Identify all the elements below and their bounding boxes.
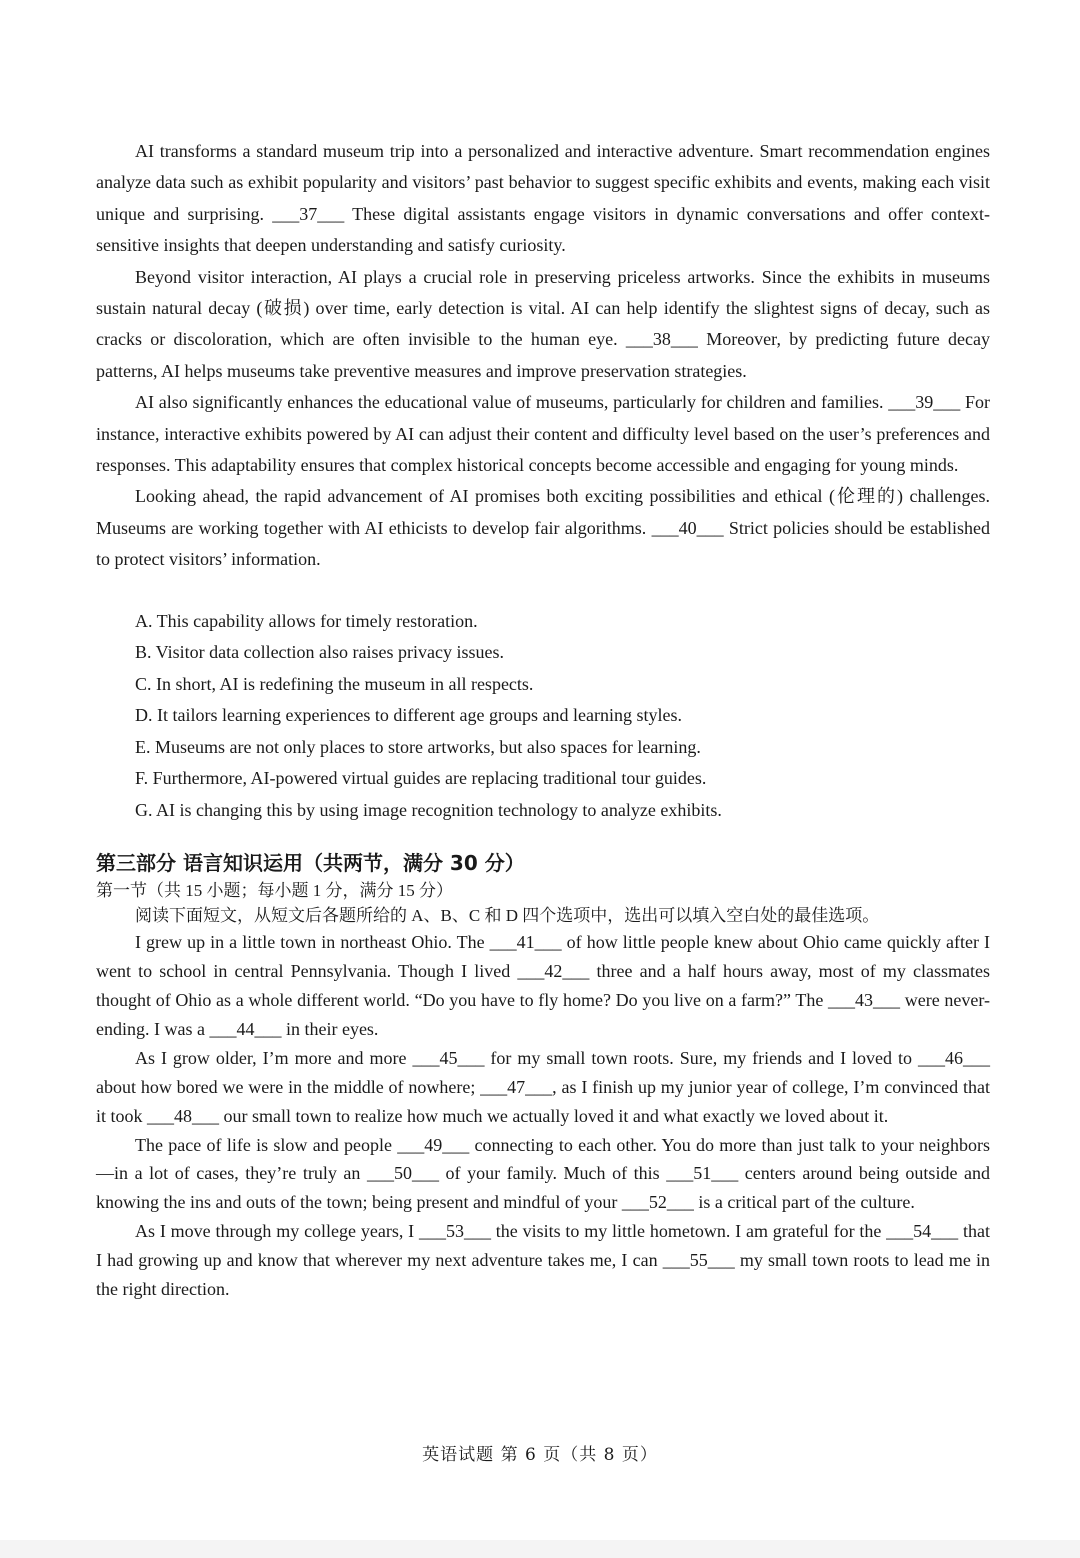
option-b: B. Visitor data collection also raises privacy issues. [135,642,505,663]
option-e: E. Museums are not only places to store artworks, but also spaces for learning. [135,736,701,757]
option-c: C. In short, AI is redefining the museum in all respects. [135,673,534,694]
section-title: 第三部分 语言知识运用（共两节，满分 30 分） [96,851,525,876]
page-content [96,136,990,1304]
cloze-paragraph: The pace of life is slow and people ___49___ connecting to each other. You do more than just talk to your neighbors—in a lot of cases, they’re truly an ___50___ of your family. Much of this ___51___ centers around being outside and knowing the ins and outs of the town; being present and mindful of your ___52___ is a critical part of the culture. [96,1134,990,1213]
cloze-paragraph: I grew up in a little town in northeast Ohio. The ___41___ of how little people knew about Ohio came quickly after I went to school in central Pennsylvania. Though I lived ___42___ three and a half hours away, most of my classmates thought of Ohio as a whole different world. “Do you have to fly home? Do you live on a farm?” The ___43___ were never-ending. I was a ___44___ in their eyes. [96,932,990,1039]
passage-paragraph: AI transforms a standard museum trip into a personalized and interactive adventure. Smart recommendation engines analyze data such as exhibit popularity and visitors’ past behavior to suggest specific exhibits and events, making each visit unique and surprising. ___37___ These digital assistants engage visitors in dynamic conversations and offer context-sensitive insights that deepen understanding and satisfy curiosity. [96,141,990,256]
cloze-paragraph: As I move through my college years, I ___53___ the visits to my little hometown. I am grateful for the ___54___ that I had growing up and know that wherever my next adventure takes me, I can ___55___ my small town roots to lead me in the right direction. [96,1221,990,1300]
option-d: D. It tailors learning experiences to different age groups and learning styles. [135,705,682,726]
section-instruction: 阅读下面短文，从短文后各题所给的 A、B、C 和 D 四个选项中，选出可以填入空白处的最佳选项。 [135,906,880,926]
cloze-paragraph: As I grow older, I’m more and more ___45___ for my small town roots. Sure, my friends and I loved to ___46___ about how bored we were in the middle of nowhere; ___47___, as I finish up my junior year of college, I’m convinced that it took ___48___ our small town to realize how much we actually loved it and what exactly we loved about it. [96,1047,990,1126]
option-f: F. Furthermore, AI-powered virtual guides are replacing traditional tour guides. [135,768,707,789]
passage-paragraph: Looking ahead, the rapid advancement of AI promises both exciting possibilities and ethical (伦理的) challenges. Museums are working together with AI ethicists to develop fair algorithms. ___40___ Strict policies should be established to protect visitors’ information. [96,486,990,570]
section-subtitle: 第一节（共 15 小题；每小题 1 分，满分 15 分） [96,881,453,901]
answer-options [96,606,990,827]
passage-paragraph: AI also significantly enhances the educational value of museums, particularly for children and families. ___39___ For instance, interactive exhibits powered by AI can adjust their content and difficulty level based on the user’s preferences and responses. This adaptability ensures that complex historical concepts become accessible and engaging for young minds. [96,392,990,476]
cloze-passage [96,928,990,1304]
option-a: A. This capability allows for timely restoration. [135,610,478,631]
page-footer: 英语试题 第 6 页（共 8 页） [422,1445,658,1465]
reading-passage [96,136,990,576]
option-g: G. AI is changing this by using image recognition technology to analyze exhibits. [135,799,722,820]
passage-paragraph: Beyond visitor interaction, AI plays a crucial role in preserving priceless artworks. Since the exhibits in museums sustain natural decay (破损) over time, early detection is vital. AI can help identify the slightest signs of decay, such as cracks or discoloration, which are often invisible to the human eye. ___38___ Moreover, by predicting future decay patterns, AI helps museums take preventive measures and improve preservation strategies. [96,266,990,381]
